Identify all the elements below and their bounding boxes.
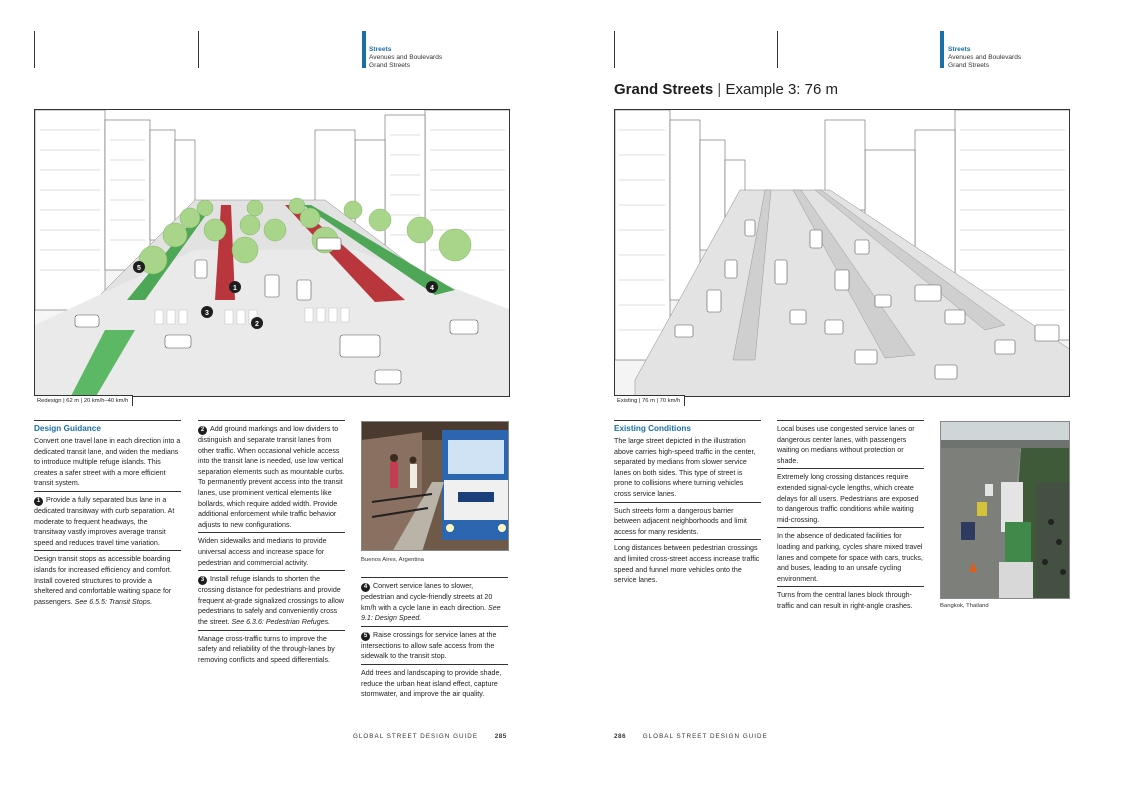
- redesign-illustration: [34, 109, 510, 397]
- existing-conditions-column: [614, 420, 761, 590]
- section-nav[interactable]: [948, 46, 1021, 69]
- guidance-item-3-ref: See 6.3.6: Pedestrian Refuges.: [231, 617, 331, 626]
- transit-stops-body: Design transit stops as accessible boarding islands for increased efficiency and comfort. Install covered structures to provide a sheltered and comfortable waiting space for passengers.: [34, 555, 172, 606]
- sidewalks-text: Widen sidewalks and medians to provide universal access and increase space for pedestrian and commercial activity.: [198, 536, 345, 571]
- item-number-1: 1: [34, 497, 43, 506]
- page-title-bold: Grand Streets: [614, 81, 714, 98]
- guidance-item-5: [361, 630, 508, 665]
- callout-5: 5: [137, 265, 141, 272]
- bangkok-caption: Bangkok, Thailand: [940, 603, 989, 609]
- left-page: [0, 0, 561, 794]
- existing-conditions-p2: Such streets form a dangerous barrier between adjacent neighborhoods and limit access for many residents.: [614, 506, 761, 541]
- item-number-2: 2: [198, 426, 207, 435]
- column-rule: [777, 31, 778, 68]
- page-number-left: 285: [494, 733, 507, 740]
- footer-right: [614, 733, 768, 740]
- nav-grand-streets[interactable]: Grand Streets: [948, 61, 990, 69]
- section-nav-bar: [362, 31, 366, 68]
- existing-conditions-title: Existing Conditions: [614, 420, 761, 435]
- cross-traffic-text: Manage cross-traffic turns to improve the safety and reliability of the through-lanes by removing conflicts and speed differentials.: [198, 634, 335, 664]
- column-rule: [198, 31, 199, 68]
- existing-caption: Existing | 76 m | 70 km/h: [614, 395, 685, 406]
- guidance-item-4-ref: See 9.1: Design Speed.: [361, 603, 501, 623]
- transit-stops-ref: See 6.5.5: Transit Stops.: [74, 597, 153, 606]
- item-number-5: 5: [361, 632, 370, 641]
- page-number-right: 286: [614, 733, 627, 740]
- existing-col2-p1: Local buses use congested service lanes or dangerous center lanes, with passengers waiting on medians without protection or shade.: [777, 420, 924, 469]
- section-nav-bar: [940, 31, 944, 68]
- existing-conditions-p1: The large street depicted in the illustration above carries high-speed traffic in the center, separated by medians from slower service lanes on both sides. This type of street is prone to collisions where turning vehicles cross service lanes.: [614, 436, 761, 503]
- column-rule: [614, 31, 615, 68]
- buenos-aires-photo: [361, 421, 509, 551]
- existing-col2-p3: In the absence of dedicated facilities for loading and parking, cycles share mixed travel lanes and compete for space with cars, trucks, and buses, leading to an unsafe cycling environment.: [777, 531, 924, 587]
- nav-grand-streets[interactable]: Grand Streets: [369, 61, 411, 69]
- guidance-item-2-text: Add ground markings and low dividers to distinguish and separate transit lanes from other traffic. When occasional vehicle access into the transit lane is needed, use low vertical separation elements such as mountable curbs. To permanently prevent access into the transit lanes, use prominent vertical elements like bollards, which require added width. Provide additional enforcement while traffic behavior adjusts to new configurations.: [198, 425, 345, 529]
- column-rule: [34, 31, 35, 68]
- nav-avenues[interactable]: Avenues and Boulevards: [948, 53, 1022, 61]
- guidance-column-3: [361, 577, 508, 704]
- footer-left: [353, 733, 507, 740]
- nav-streets[interactable]: Streets: [369, 46, 392, 53]
- item-number-3: 3: [198, 576, 207, 585]
- guidance-item-4: [361, 577, 508, 627]
- callout-4: 4: [430, 285, 434, 292]
- item-number-4: 4: [361, 583, 370, 592]
- page-title: [614, 81, 838, 98]
- page-title-example: Example 3: 76 m: [725, 81, 838, 98]
- guidance-item-5-text: Raise crossings for service lanes at the intersections to allow safe access from the sidewalk to the transit stop.: [361, 630, 497, 661]
- callout-3: 3: [205, 310, 209, 317]
- right-page: [562, 0, 1123, 794]
- callout-2: 2: [255, 321, 259, 328]
- guidance-item-4-text: Convert service lanes to slower, pedestrian and cycle-friendly streets at 20 km/h with a cycle lane in each direction.: [361, 582, 493, 612]
- footer-guide-title: GLOBAL STREET DESIGN GUIDE: [353, 733, 479, 740]
- buenos-aires-caption: Buenos Aires, Argentina: [361, 557, 424, 563]
- footer-guide-title: GLOBAL STREET DESIGN GUIDE: [642, 733, 768, 740]
- nav-avenues[interactable]: Avenues and Boulevards: [369, 53, 443, 61]
- design-guidance-title: Design Guidance: [34, 420, 181, 435]
- guidance-item-3: [198, 574, 345, 630]
- existing-conditions-column-2: [777, 420, 924, 616]
- redesign-caption: Redesign | 62 m | 20 km/h–40 km/h: [34, 395, 133, 406]
- transit-stops-text: [34, 554, 181, 609]
- bangkok-photo: [940, 421, 1070, 599]
- guidance-item-1: [34, 495, 181, 551]
- existing-col2-p2: Extremely long crossing distances require extended signal-cycle lengths, which create delays for all users. Pedestrians are exposed to dangerous traffic conditions while waiting mid-crossing.: [777, 472, 924, 528]
- page-title-separator: |: [713, 81, 726, 98]
- section-nav[interactable]: [369, 46, 442, 69]
- trees-text: Add trees and landscaping to provide shade, reduce the urban heat island effect, capture stormwater, and improve the air quality.: [361, 668, 502, 699]
- guidance-column-2: [198, 420, 345, 669]
- existing-col2-p4: Turns from the central lanes block through-traffic and can result in right-angle crashes.: [777, 591, 913, 610]
- callout-1: 1: [233, 285, 237, 292]
- existing-illustration: [614, 109, 1070, 397]
- guidance-item-2: [198, 420, 345, 533]
- guidance-item-3-text: Install refuge islands to shorten the crossing distance for pedestrians and provide frequent at-grade signalized crossings to allow pedestrians to safely and conveniently cross the street.: [198, 575, 344, 626]
- guidance-item-1-text: Provide a fully separated bus lane in a dedicated transitway with curb separation. At moderate to frequent headways, the transitway vastly improves average transit speed and reduces travel time variation.: [34, 495, 175, 547]
- design-guidance-intro: Convert one travel lane in each direction into a dedicated transit lane, and widen the medians to introduce multiple refuge islands. This creates a safer street with a more efficient transit system.: [34, 436, 181, 492]
- nav-streets[interactable]: Streets: [948, 46, 971, 53]
- design-guidance-column: [34, 420, 181, 611]
- existing-conditions-p3: Long distances between pedestrian crossings and limited cross-street access increase traffic speed and funnel more vehicles onto the service lanes.: [614, 544, 760, 585]
